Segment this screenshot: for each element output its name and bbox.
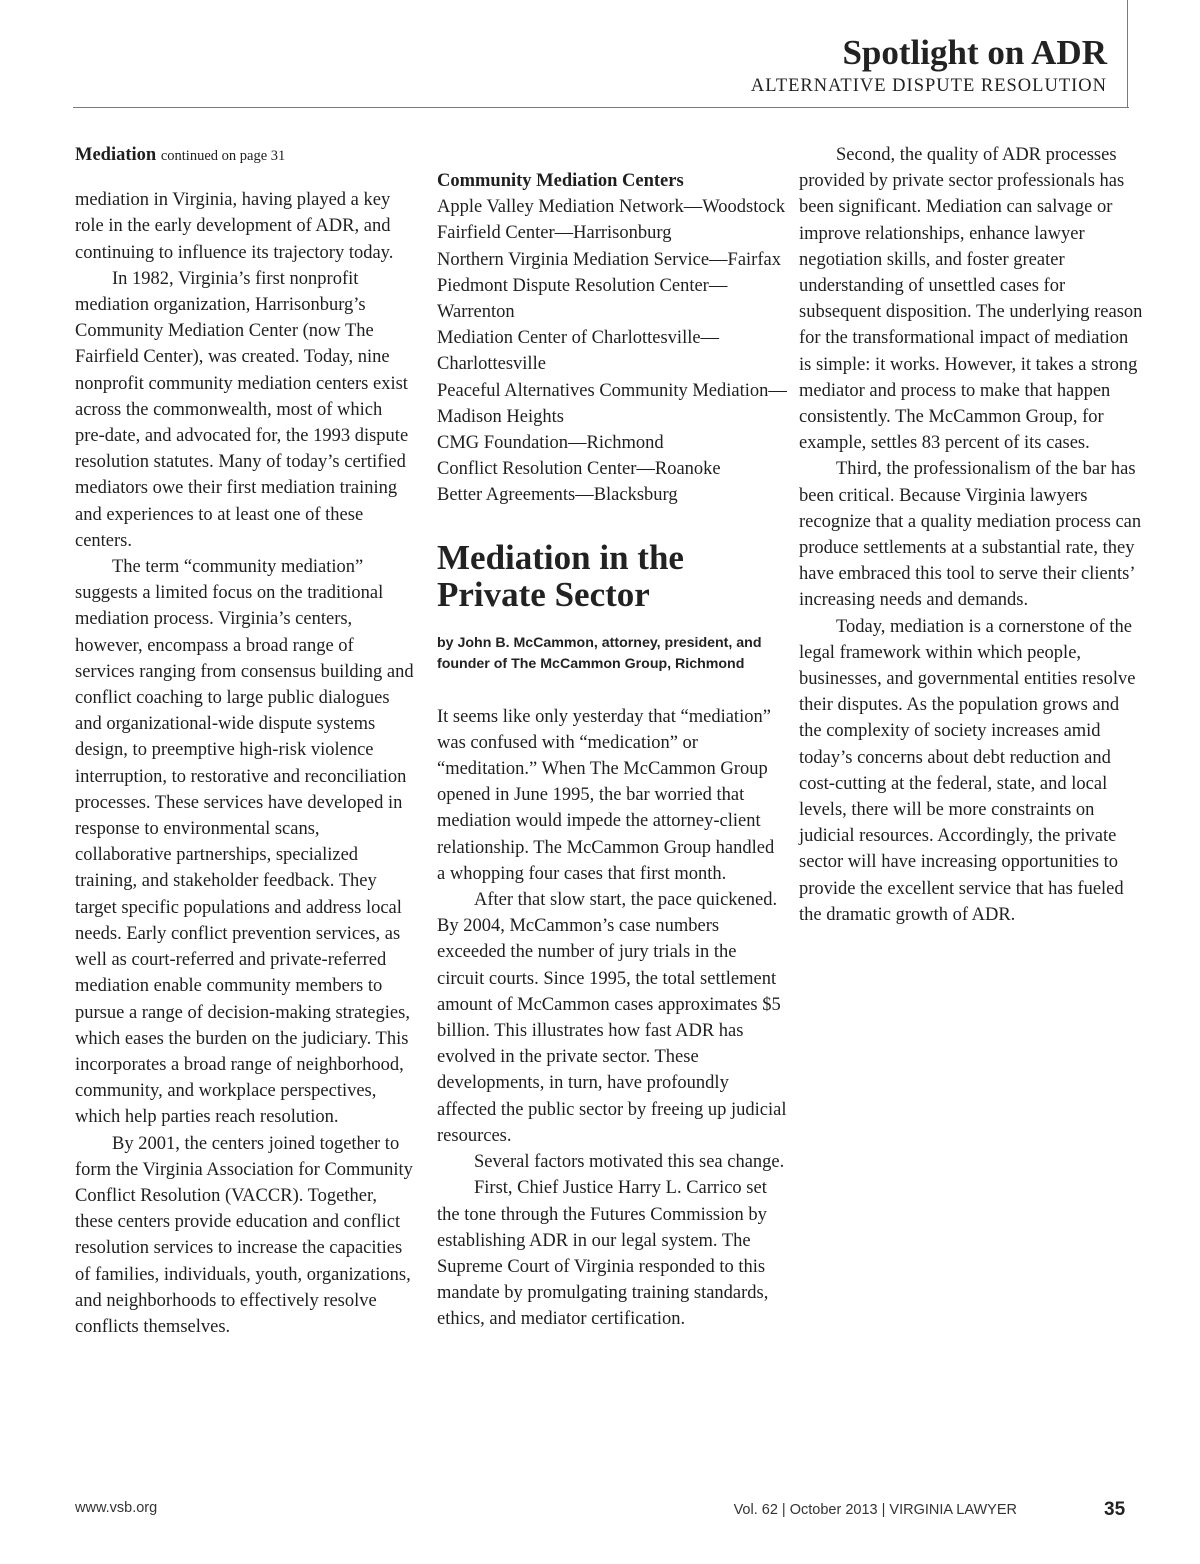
column-2: [437, 142, 787, 1333]
paragraph: After that slow start, the pace quickened. By 2004, McCammon’s case numbers exceeded the number of jury trials in the circuit courts. Since 1995, the total settlement amount of McCammon cases approximates $5 billion. This illustrates how fast ADR has evolved in the private sector. These developments, in turn, have profoundly affected the public sector by freeing up judicial resources.: [437, 890, 787, 1146]
paragraph: mediation in Virginia, having played a key role in the early development of ADR, and continuing to influence its trajectory today.: [75, 190, 394, 263]
paragraph: First, Chief Justice Harry L. Carrico set the tone through the Futures Commission by establishing ADR in our legal system. The Supreme Court of Virginia responded to this mandate by promulgating training standards, ethics, and mediator certification.: [437, 1178, 769, 1330]
continued-note: continued on page 31: [160, 148, 286, 164]
paragraph: The term “community mediation” suggests a limited focus on the traditional mediation process. Virginia’s centers, however, encompass a broad range of services ranging from consensus building and conflict coaching to large public dialogues and organizational-wide dispute systems design, to preemptive high-risk violence interruption, to restorative and reconciliation processes. These services have developed in response to environmental scans, collaborative partnerships, specialized training, and stakeholder feedback. They target specific populations and address local needs. Early conflict prevention services, as well as court-referred and private-referred mediation enable community members to pursue a range of decision-making strategies, which eases the burden on the judiciary. This incorporates a broad range of neighborhood, community, and workplace perspectives, which help parties reach resolution.: [75, 557, 414, 1128]
list-item: Apple Valley Mediation Network—Woodstock: [437, 197, 786, 218]
byline: by John B. McCammon, attorney, president, and founder of The McCammon Group, Richmond: [437, 634, 762, 672]
continued-line: [75, 142, 415, 169]
column-3: [799, 142, 1144, 928]
column-1: [75, 142, 415, 1340]
paragraph: Today, mediation is a cornerstone of the legal framework within which people, businesses, and governmental entities resolve their disputes. As the population grows and the complexity of society increases amid today’s concerns about debt reduction and cost-cutting at the federal, state, and local levels, there will be more constraints on judicial resources. Accordingly, the private sector will have increasing opportunities to provide the excellent service that has fueled the dramatic growth of ADR.: [799, 616, 1136, 925]
article-title: Mediation in the Private Sector: [437, 537, 684, 614]
paragraph: In 1982, Virginia’s first nonprofit mediation organization, Harrisonburg’s Community Mediation Center (now The Fairfield Center), was created. Today, nine nonprofit community mediation centers exist across the commonwealth, most of which pre-date, and advocated for, the 1993 dispute resolution statutes. Many of today’s certified mediators owe their first mediation training and experiences to at least one of these centers.: [75, 268, 409, 551]
section-subtitle: ALTERNATIVE DISPUTE RESOLUTION: [750, 76, 1107, 96]
list-item: Piedmont Dispute Resolution Center—Warrenton: [437, 275, 728, 323]
list-item: Better Agreements—Blacksburg: [437, 485, 678, 506]
section-title: Spotlight on ADR: [842, 33, 1107, 72]
centers-list: [437, 194, 787, 508]
footer-issue: Vol. 62 | October 2013 | VIRGINIA LAWYER: [733, 1502, 1017, 1518]
list-item: Mediation Center of Charlottesville—Charlottesville: [437, 328, 720, 375]
paragraph: By 2001, the centers joined together to form the Virginia Association for Community Conflict Resolution (VACCR). Together, these centers provide education and conflict resolution services to increase the capacities of families, individuals, youth, organizations, and neighborhoods to effectively resolve conflicts themselves.: [75, 1133, 413, 1337]
centers-heading: Community Mediation Centers: [437, 171, 684, 191]
paragraph: Several factors motivated this sea change.: [474, 1152, 785, 1173]
list-item: Conflict Resolution Center—Roanoke: [437, 459, 721, 480]
page-number: 35: [1104, 1499, 1126, 1520]
list-item: Northern Virginia Mediation Service—Fairfax: [437, 249, 781, 270]
paragraph: Third, the professionalism of the bar has been critical. Because Virginia lawyers recognize that a quality mediation process can produce settlements at a substantial rate, they have embraced this tool to serve their clients’ increasing needs and demands.: [799, 459, 1142, 611]
paragraph: Second, the quality of ADR processes provided by private sector professionals has been significant. Mediation can salvage or improve relationships, enhance lawyer negotiation skills, and foster greater understanding of unsettled cases for subsequent disposition. The underlying reason for the transformational impact of mediation is simple: it works. However, it takes a strong mediator and process to make that happen consistently. The McCammon Group, for example, settles 83 percent of its cases.: [799, 145, 1143, 454]
list-item: Fairfield Center—Harrisonburg: [437, 223, 672, 244]
page-header: [0, 0, 1200, 110]
header-rule: [73, 107, 1129, 108]
footer-url[interactable]: www.vsb.org: [75, 1500, 158, 1516]
paragraph: It seems like only yesterday that “mediation” was confused with “medication” or “meditation.” When The McCammon Group opened in June 1995, the bar worried that mediation would impede the attorney-client relationship. The McCammon Group handled a whopping four cases that first month.: [437, 706, 775, 884]
list-item: Peaceful Alternatives Community Mediation—Madison Heights: [437, 380, 787, 427]
list-item: CMG Foundation—Richmond: [437, 433, 664, 454]
continued-label: Mediation: [75, 145, 157, 165]
header-vertical-rule: [1127, 0, 1128, 108]
